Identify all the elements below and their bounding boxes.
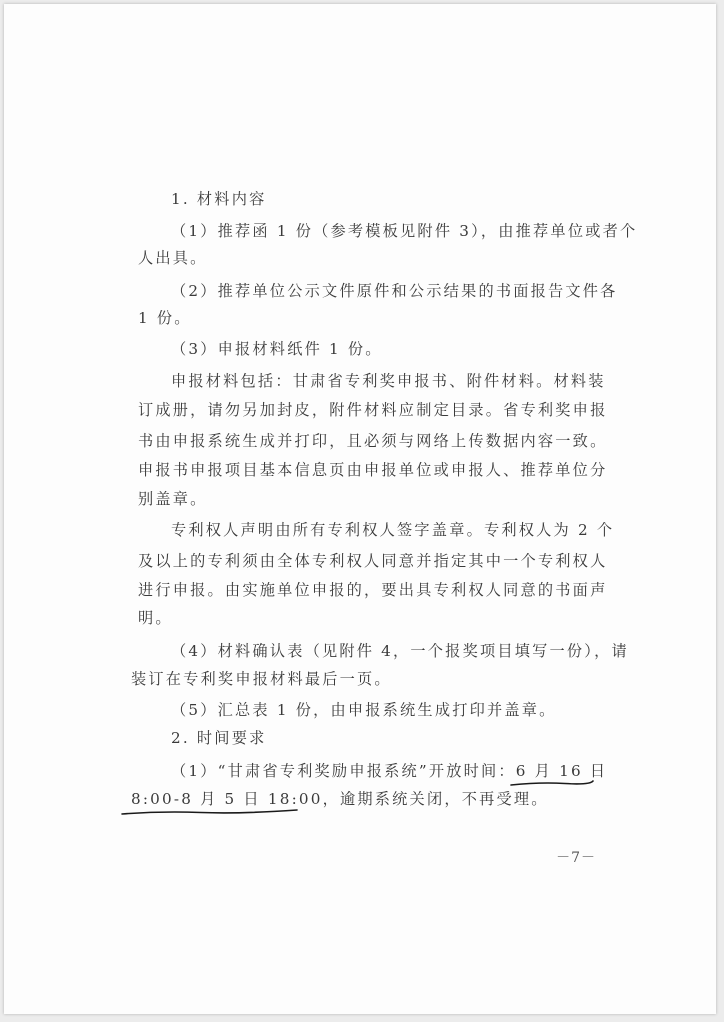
paragraph-line: （5）汇总表 1 份，由申报系统生成打印并盖章。: [171, 701, 557, 719]
section-heading-materials: 1. 材料内容: [171, 190, 267, 208]
paragraph-line: 申报材料包括：甘肃省专利奖申报书、附件材料。材料装: [171, 372, 606, 390]
end-date-text: 8:00-8 月 5 日 18:00: [131, 790, 323, 808]
time-line-1-prefix: （1）“甘肃省专利奖励申报系统”开放时间：: [171, 762, 516, 780]
paragraph-line: 1 份。: [138, 309, 192, 327]
paragraph-line: 明。: [138, 609, 173, 627]
paragraph-line: （2）推荐单位公示文件原件和公示结果的书面报告文件各: [171, 282, 618, 300]
time-line-1: [171, 761, 607, 781]
paragraph-line: 装订在专利奖申报材料最后一页。: [131, 670, 392, 688]
paragraph-line: （4）材料确认表（见附件 4，一个报奖项目填写一份），请: [171, 642, 629, 660]
paragraph-line: 申报书申报项目基本信息页由申报单位或申报人、推荐单位分: [138, 461, 608, 479]
paragraph-line: 订成册，请勿另加封皮，附件材料应制定目录。省专利奖申报: [138, 401, 608, 419]
underlined-start-date: [516, 761, 607, 781]
document-page: [4, 4, 716, 1014]
paragraph-line: 人出具。: [138, 249, 208, 267]
paragraph-line: 别盖章。: [138, 490, 208, 508]
paragraph-line: 书由申报系统生成并打印，且必须与网络上传数据内容一致。: [138, 432, 608, 450]
paragraph-line: 进行申报。由实施单位申报的，要出具专利权人同意的书面声: [138, 581, 608, 599]
paragraph-line: （1）推荐函 1 份（参考模板见附件 3），由推荐单位或者个: [171, 222, 638, 240]
time-line-2-suffix: ，逾期系统关闭，不再受理。: [322, 790, 549, 808]
page-number: －7－: [556, 850, 596, 866]
start-date-text: 6 月 16 日: [515, 762, 608, 780]
paragraph-line: 及以上的专利须由全体专利权人同意并指定其中一个专利权人: [138, 552, 608, 570]
paragraph-line: 专利权人声明由所有专利权人签字盖章。专利权人为 2 个: [171, 521, 615, 539]
time-line-2: [131, 789, 549, 809]
underlined-end-date: [131, 789, 323, 809]
paragraph-line: （3）申报材料纸件 1 份。: [171, 340, 383, 358]
handwritten-underline-1: [510, 779, 594, 789]
section-heading-time: 2. 时间要求: [171, 729, 267, 747]
